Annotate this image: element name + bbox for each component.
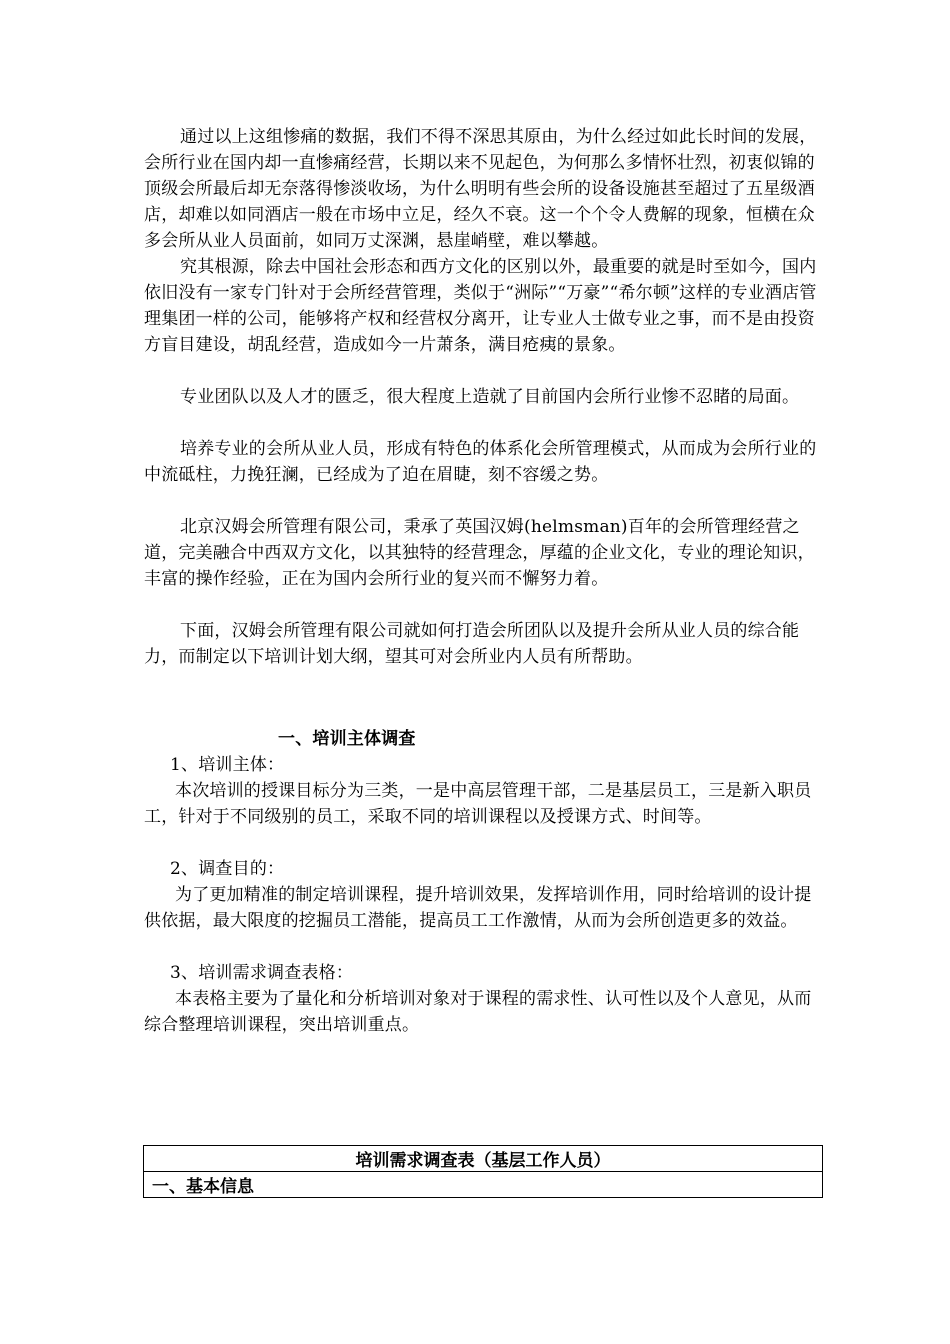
document-body bbox=[144, 124, 820, 1038]
table-row bbox=[144, 1172, 823, 1198]
paragraph-reflection: 通过以上这组惨痛的数据，我们不得不深思其原由，为什么经过如此长时间的发展，会所行业在国内却一直惨痛经营，长期以来不见起色，为何那么多情怀壮烈，初衷似锦的顶级会所最后却无奈落得惨淡收场，为什么明明有些会所的设备设施甚至超过了五星级酒店，却难以如同酒店一般在市场中立足，经久不衰。这一个个令人费解的现象，恒横在众多会所从业人员面前，如同万丈深渊，悬崖峭壁，难以攀越。 bbox=[144, 127, 817, 251]
paragraph-plan-intro: 下面，汉姆会所管理有限公司就如何打造会所团队以及提升会所从业人员的综合能力，而制定以下培训计划大纲，望其可对会所业内人员有所帮助。 bbox=[144, 621, 800, 667]
item-title-survey-purpose: 2、调查目的： bbox=[170, 859, 285, 879]
item-body-training-subject: 本次培训的授课目标分为三类，一是中高层管理干部，二是基层员工，三是新入职员工，针对于不同级别的员工，采取不同的培训课程以及授课方式、时间等。 bbox=[144, 781, 812, 827]
item-title-survey-form: 3、培训需求调查表格： bbox=[170, 963, 354, 983]
paragraph-cultivation: 培养专业的会所从业人员，形成有特色的体系化会所管理模式，从而成为会所行业的中流砥柱，力挽狂澜，已经成为了迫在眉睫，刻不容缓之势。 bbox=[144, 439, 817, 485]
item-title-training-subject: 1、培训主体： bbox=[170, 755, 285, 775]
table-section-basic-info: 一、基本信息 bbox=[144, 1172, 823, 1198]
table-title: 培训需求调查表（基层工作人员） bbox=[144, 1146, 823, 1172]
table-row bbox=[144, 1146, 823, 1172]
item-body-survey-form: 本表格主要为了量化和分析培训对象对于课程的需求性、认可性以及个人意见，从而综合整理培训课程，突出培训重点。 bbox=[144, 989, 812, 1035]
paragraph-company-intro: 北京汉姆会所管理有限公司，秉承了英国汉姆(helmsman)百年的会所管理经营之道，完美融合中西双方文化，以其独特的经营理念，厚蕴的企业文化，专业的理论知识，丰富的操作经验，正在为国内会所行业的复兴而不懈努力着。 bbox=[144, 517, 815, 589]
paragraph-talent-shortage: 专业团队以及人才的匮乏，很大程度上造就了目前国内会所行业惨不忍睹的局面。 bbox=[180, 387, 800, 407]
item-body-survey-purpose: 为了更加精准的制定培训课程，提升培训效果，发挥培训作用，同时给培训的设计提供依据，最大限度的挖掘员工潜能，提高员工工作激情，从而为会所创造更多的效益。 bbox=[144, 885, 812, 931]
survey-table bbox=[143, 1145, 823, 1198]
section-heading: 一、培训主体调查 bbox=[278, 729, 416, 749]
paragraph-root-cause: 究其根源，除去中国社会形态和西方文化的区别以外，最重要的就是时至如今，国内依旧没有一家专门针对于会所经营管理，类似于“洲际”“万豪”“希尔顿”这样的专业酒店管理集团一样的公司，能够将产权和经营权分离开，让专业人士做专业之事，而不是由投资方盲目建设，胡乱经营，造成如今一片萧条，满目疮痍的景象。 bbox=[144, 257, 817, 355]
